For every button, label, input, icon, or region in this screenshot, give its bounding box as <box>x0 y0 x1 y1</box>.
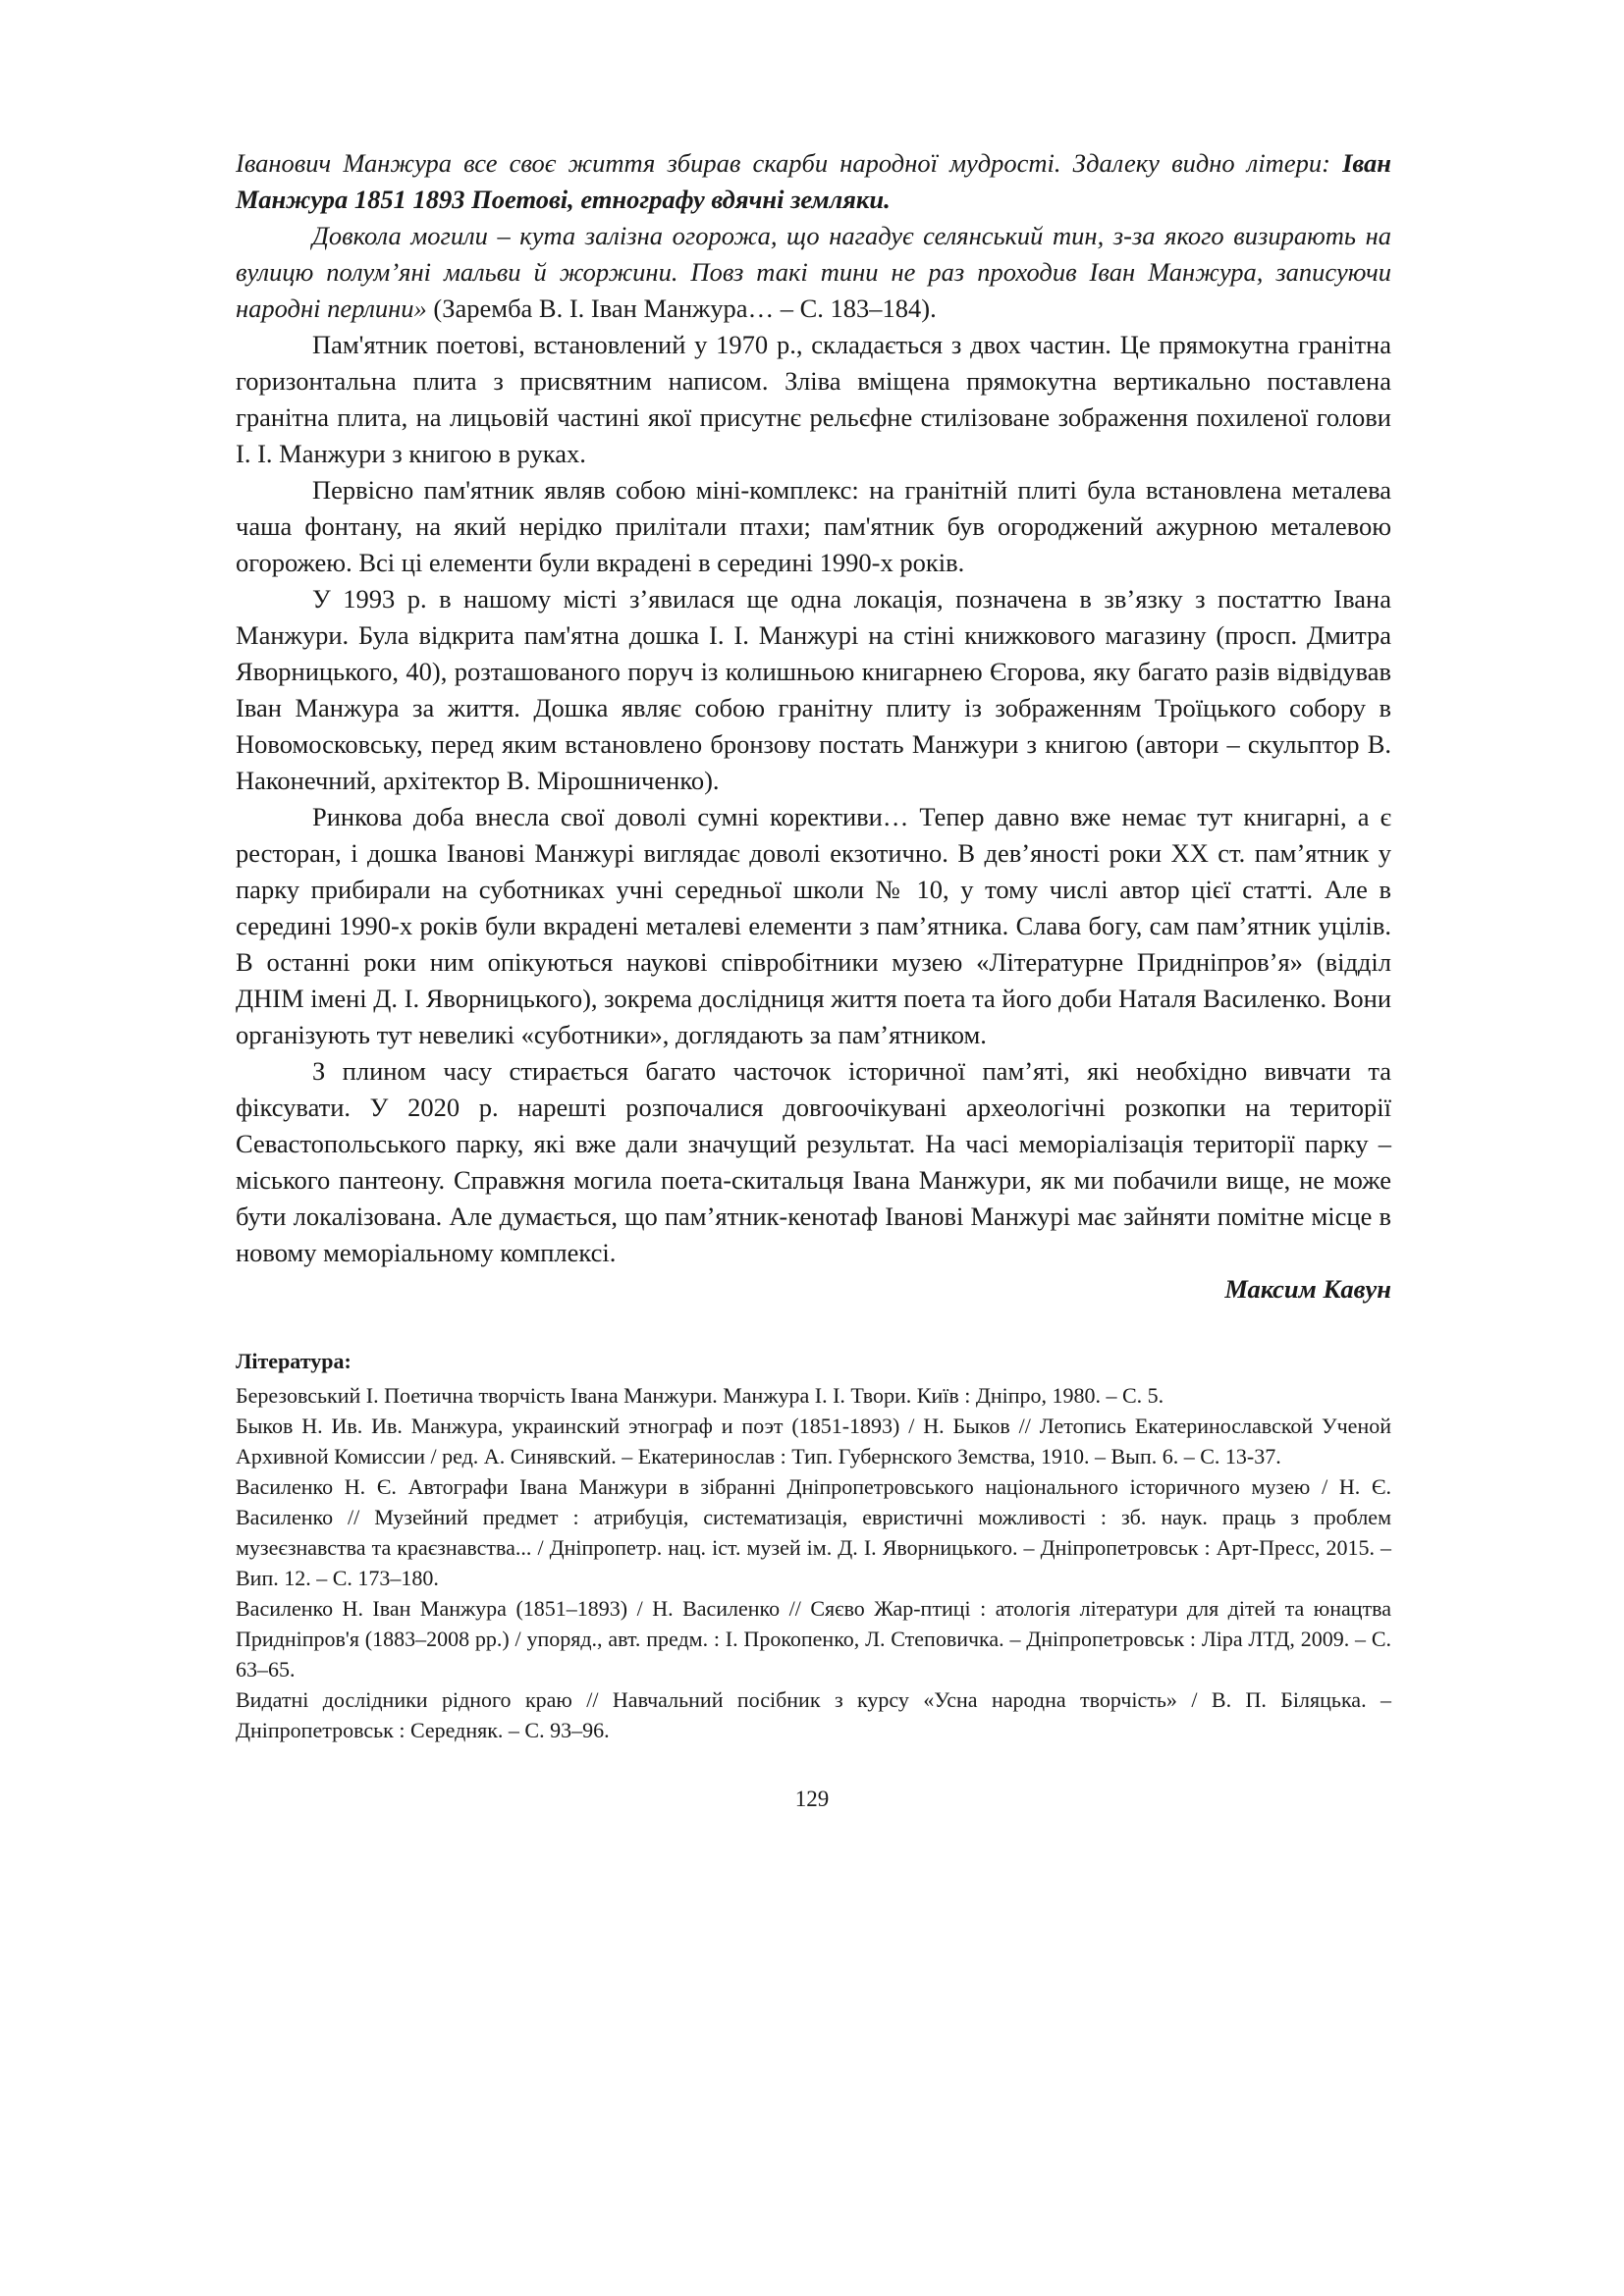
paragraph-memorial-plaque: У 1993 р. в нашому місті з’явилася ще одна локація, позначена в зв’язку з постаттю Івана Манжури. Була відкрита пам'ятна дошка І. І. Манжурі на стіні книжкового магазину (просп. Дмитра Яворницького, 40), розташованого поруч із колишньою книгарнею Єгорова, яку багато разів відвідував Іван Манжура за життя. Дошка являє собою гранітну плиту із зображенням Троїцького собору в Новомосковську, перед яким встановлено бронзову постать Манжури з книгою (автори – скульптор В. Наконечний, архітектор В. Мірошниченко). <box>236 584 1391 795</box>
page-number: 129 <box>794 1787 830 1811</box>
reference-item: Василенко Н. Іван Манжура (1851–1893) / Н. Василенко // Сяєво Жар-птиці : атологія літератури для дітей та юнацтва Придніпров'я (1883–2008 рр.) / упоряд., авт. предм. : І. Прокопенко, Л. Степовичка. – Дніпропетровськ : Ліра ЛТД, 2009. – С. 63–65. <box>236 1596 1391 1682</box>
reference-item: Василенко Н. Є. Автографи Івана Манжури в зібранні Дніпропетровського національного історичного музею / Н. Є. Василенко // Музейний предмет : атрибуція, систематизація, евристичні можливості : зб. наук. праць з проблем музеєзнавства та краєзнавства... / Дніпропетр. нац. іст. музей ім. Д. І. Яворницького. – Дніпропетровськ : Арт-Пресс, 2015. – Вип. 12. – С. 173–180. <box>236 1474 1391 1590</box>
quote-citation-text: (Заремба В. І. Іван Манжура… – С. 183–184). <box>426 294 937 323</box>
paragraph-monument-description: Пам'ятник поетові, встановлений у 1970 р., складається з двох частин. Це прямокутна гранітна горизонтальна плита з присвятним написом. Зліва вміщена прямокутна вертикально поставлена гранітна плита, на лицьовій частині якої присутнє рельєфне стилізоване зображення похиленої голови І. І. Манжури з книгою в руках. <box>236 330 1391 468</box>
reference-item: Березовський І. Поетична творчість Івана Манжури. Манжура І. І. Твори. Київ : Дніпро, 1980. – С. 5. <box>236 1383 1164 1408</box>
quote-italic-text: Довкола могили – кута залізна огорожа, що нагадує селянський тин, з-за якого визирають на вулицю полум’яні мальви й жоржини. Повз такі тини не раз проходив Іван Манжура, записуючи народні перлини» <box>236 221 1391 323</box>
intro-italic-text: Іванович Манжура все своє життя збирав скарби народної мудрості. Здалеку видно літери: <box>236 148 1343 178</box>
paragraph-market-era: Ринкова доба внесла свої доволі сумні корективи… Тепер давно вже немає тут книгарні, а є ресторан, і дошка Іванові Манжурі виглядає доволі екзотично. В дев’яності роки ХХ ст. пам’ятник у парку прибирали на суботниках учні середньої школи № 10, у тому числі автор цієї статті. Але в середині 1990-х років були вкрадені металеві елементи з пам’ятника. Слава богу, сам пам’ятник уцілів. В останні роки ним опікуються наукові співробітники музею «Літературне Придніпров’я» (відділ ДНІМ імені Д. І. Яворницького), зокрема дослідниця життя поета та його доби Наталя Василенко. Вони організують тут невеликі «суботники», доглядають за пам’ятником. <box>236 802 1391 1049</box>
reference-item: Быков Н. Ив. Ив. Манжура, украинский этнограф и поэт (1851-1893) / Н. Быков // Летопись Екатеринославской Ученой Архивной Комиссии / ред. А. Синявский. – Екатеринослав : Тип. Губернского Земства, 1910. – Вып. 6. – С. 13-37. <box>236 1414 1391 1468</box>
page-body <box>236 145 1391 1745</box>
literature-heading: Література: <box>236 1349 352 1373</box>
monument-inscription-text: Іван Манжура 1851 1893 Поетові, етнографу вдячні земляки. <box>236 148 1391 214</box>
paragraph-fence-quote <box>236 218 1391 327</box>
reference-item: Видатні дослідники рідного краю // Навчальний посібник з курсу «Усна народна творчість» / В. П. Біляцька. – Дніпропетровськ : Середняк. – С. 93–96. <box>236 1687 1391 1742</box>
paragraph-mini-complex: Первісно пам'ятник являв собою міні-комплекс: на гранітній плиті була встановлена металева чаша фонтану, на який нерідко прилітали птахи; пам'ятник був огороджений ажурною металевою огорожею. Всі ці елементи були вкрадені в середині 1990-х років. <box>236 475 1391 577</box>
paragraph-intro <box>236 145 1391 218</box>
paragraph-memorialization: З плином часу стирається багато часточок історичної пам’яті, які необхідно вивчати та фіксувати. У 2020 р. нарешті розпочалися довгоочікувані археологічні розкопки на території Севастопольського парку, які вже дали значущий результат. На часі меморіалізація території парку – міського пантеону. Справжня могила поета-скитальця Івана Манжури, як ми побачили вище, не може бути локалізована. Але думається, що пам’ятник-кенотаф Іванові Манжурі має зайняти помітне місце в новому меморіальному комплексі. <box>236 1056 1391 1267</box>
author-signature: Максим Кавун <box>1224 1274 1391 1304</box>
